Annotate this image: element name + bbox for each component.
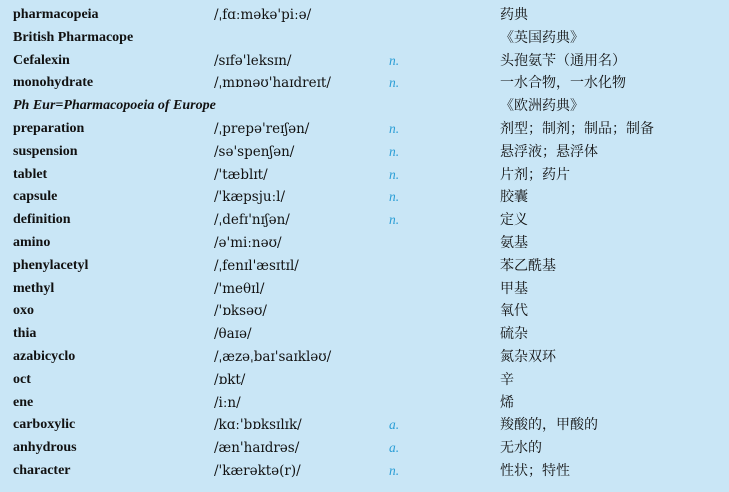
vocab-phonetic: /æn'haɪdrəs/ [214,440,300,457]
vocab-term: British Pharmacope [13,29,134,45]
vocab-phonetic: /'tæblɪt/ [214,166,268,183]
vocab-part-of-speech: n. [389,52,400,68]
vocab-row [0,164,729,187]
vocab-term: Cefalexin [13,52,70,68]
vocab-phonetic: /'kærəktə(r)/ [214,462,301,479]
vocab-term: amino [13,234,51,250]
vocab-translation: 剂型；制剂；制品；制备 [500,120,654,137]
vocab-row [0,392,729,415]
vocab-term: character [13,462,71,478]
vocab-row [0,141,729,164]
vocab-translation: 性状；特性 [500,462,570,479]
vocab-row [0,460,729,483]
vocab-term: monohydrate [13,75,94,91]
vocab-translation: 一水合物，一水化物 [500,75,626,92]
vocab-phonetic: /sə'spenʃən/ [214,143,295,160]
vocab-phonetic: /ˌmɒnəʊ'haɪdreɪt/ [214,75,331,92]
vocab-term: methyl [13,280,55,296]
vocab-translation: 胶囊 [500,189,528,206]
vocab-term: suspension [13,143,78,159]
vocab-translation: 《英国药典》 [500,29,584,46]
vocab-part-of-speech: n. [389,143,400,159]
vocab-row [0,95,729,118]
vocab-translation: 定义 [500,212,528,229]
vocab-row [0,300,729,323]
vocab-term: anhydrous [13,440,77,456]
vocab-row [0,4,729,27]
vocab-row [0,232,729,255]
vocab-phonetic: /'meθɪl/ [214,280,265,297]
vocab-part-of-speech: n. [389,166,400,182]
vocab-part-of-speech: a. [389,440,400,456]
vocab-term: capsule [13,189,58,205]
vocab-row [0,27,729,50]
vocab-translation: 氨基 [500,234,528,251]
vocab-phonetic: /sɪfə'leksɪn/ [214,52,292,69]
vocab-translation: 片剂；药片 [500,166,570,183]
vocab-translation: 硫杂 [500,326,528,343]
vocab-phonetic: /ˌfenɪl'æsɪtɪl/ [214,257,299,274]
vocab-term: carboxylic [13,417,76,433]
vocab-part-of-speech: n. [389,189,400,205]
vocab-phonetic: /ˌdefɪ'nɪʃən/ [214,212,290,229]
vocabulary-list [0,4,729,483]
vocab-translation: 羧酸的，甲酸的 [500,417,598,434]
vocab-row [0,278,729,301]
vocab-translation: 无水的 [500,440,542,457]
vocab-row [0,118,729,141]
vocab-row [0,414,729,437]
vocab-phonetic: /ɒkt/ [214,371,246,388]
vocab-row [0,209,729,232]
vocab-part-of-speech: n. [389,120,400,136]
vocab-translation: 苯乙酰基 [500,257,556,274]
vocab-term: thia [13,326,37,342]
vocab-phonetic: /ˌfɑːməkə'piːə/ [214,7,312,23]
vocab-term: tablet [13,166,48,182]
vocab-phonetic: /kɑː'bɒksɪlɪk/ [214,417,302,434]
vocab-term: ene [13,394,34,410]
vocab-term: phenylacetyl [13,257,89,273]
vocab-term: preparation [13,120,85,136]
vocab-translation: 氧代 [500,303,528,320]
vocab-term: pharmacopeia [13,7,99,22]
vocab-phonetic: /ˌprepə'reɪʃən/ [214,120,310,137]
vocab-row [0,255,729,278]
vocab-row [0,50,729,73]
vocab-translation: 悬浮液；悬浮体 [500,143,598,160]
vocab-row [0,186,729,209]
vocab-translation: 甲基 [500,280,528,297]
vocab-translation: 头孢氨苄（通用名） [500,52,626,69]
vocab-translation: 氮杂双环 [500,348,556,365]
vocab-translation: 烯 [500,394,514,411]
vocab-row [0,72,729,95]
vocab-term: azabicyclo [13,348,76,364]
vocab-phonetic: /θaɪə/ [214,326,252,343]
vocab-row [0,369,729,392]
vocab-translation: 药典 [500,7,528,23]
vocab-term: definition [13,212,71,228]
vocab-part-of-speech: n. [389,75,400,91]
vocab-phonetic: /ə'miːnəʊ/ [214,234,282,251]
vocab-term: oct [13,371,31,387]
vocab-row [0,346,729,369]
vocab-row [0,323,729,346]
vocab-phonetic: /'kæpsjuːl/ [214,189,285,206]
vocab-part-of-speech: n. [389,212,400,228]
vocab-translation: 辛 [500,371,514,388]
vocab-term: oxo [13,303,34,319]
vocab-phonetic: /iːn/ [214,394,241,411]
vocab-part-of-speech: a. [389,417,400,433]
vocab-part-of-speech: n. [389,462,400,478]
vocab-term: Ph Eur=Pharmacopoeia of Europe [13,98,216,114]
vocab-row [0,437,729,460]
vocab-phonetic: /'ɒksəʊ/ [214,303,267,320]
vocab-translation: 《欧洲药典》 [500,98,584,115]
vocab-phonetic: /ˌæzəˌbaɪ'saɪkləʊ/ [214,348,332,365]
